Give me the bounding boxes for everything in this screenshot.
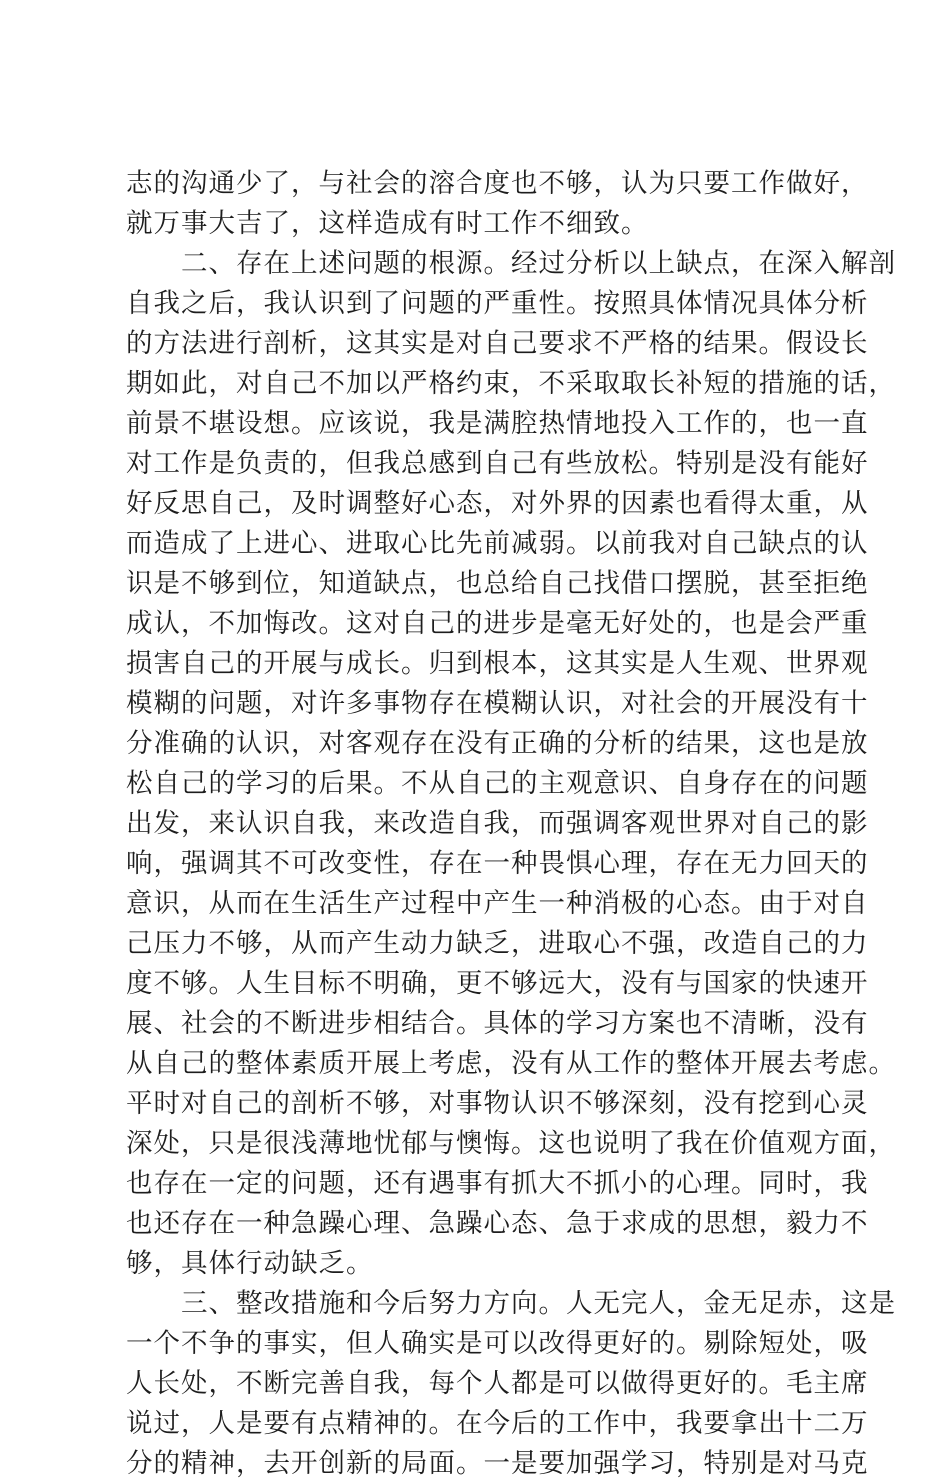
paragraph <box>126 1284 896 1484</box>
text-line: 说过，人是要有点精神的。在今后的工作中，我要拿出十二万 <box>126 1408 869 1439</box>
document-text-body <box>126 164 896 1484</box>
text-line: 志的沟通少了，与社会的溶合度也不够，认为只要工作做好， <box>126 168 869 199</box>
paragraph <box>126 164 869 244</box>
text-line: 三、整改措施和今后努力方向。人无完人，金无足赤，这是 <box>126 1288 896 1319</box>
text-line: 好反思自己，及时调整好心态，对外界的因素也看得太重，从 <box>126 488 869 519</box>
text-line: 模糊的问题，对许多事物存在模糊认识，对社会的开展没有十 <box>126 688 869 719</box>
text-line: 损害自己的开展与成长。归到根本，这其实是人生观、世界观 <box>126 648 869 679</box>
text-line: 深处，只是很浅薄地忧郁与懊悔。这也说明了我在价值观方面， <box>126 1128 896 1159</box>
text-line: 一个不争的事实，但人确实是可以改得更好的。剔除短处，吸 <box>126 1328 869 1359</box>
text-line: 二、存在上述问题的根源。经过分析以上缺点，在深入解剖 <box>126 248 896 279</box>
text-line: 自我之后，我认识到了问题的严重性。按照具体情况具体分析 <box>126 288 869 319</box>
text-line: 也还存在一种急躁心理、急躁心态、急于求成的思想，毅力不 <box>126 1208 869 1239</box>
text-line: 识是不够到位，知道缺点，也总给自己找借口摆脱，甚至拒绝 <box>126 568 869 599</box>
text-line: 也存在一定的问题，还有遇事有抓大不抓小的心理。同时，我 <box>126 1168 869 1199</box>
text-line: 松自己的学习的后果。不从自己的主观意识、自身存在的问题 <box>126 768 869 799</box>
text-line: 人长处，不断完善自我，每个人都是可以做得更好的。毛主席 <box>126 1368 869 1399</box>
paragraph <box>126 244 896 1284</box>
text-line: 对工作是负责的，但我总感到自己有些放松。特别是没有能好 <box>126 448 869 479</box>
text-line: 从自己的整体素质开展上考虑，没有从工作的整体开展去考虑。 <box>126 1048 896 1079</box>
text-line: 而造成了上进心、进取心比先前减弱。以前我对自己缺点的认 <box>126 528 869 559</box>
text-line: 分的精神，去开创新的局面。一是要加强学习，特别是对马克 <box>126 1448 869 1479</box>
text-line: 的方法进行剖析，这其实是对自己要求不严格的结果。假设长 <box>126 328 869 359</box>
text-line: 展、社会的不断进步相结合。具体的学习方案也不清晰，没有 <box>126 1008 869 1039</box>
text-line: 就万事大吉了，这样造成有时工作不细致。 <box>126 208 649 239</box>
text-line: 成认，不加悔改。这对自己的进步是毫无好处的，也是会严重 <box>126 608 869 639</box>
text-line: 前景不堪设想。应该说，我是满腔热情地投入工作的，也一直 <box>126 408 869 439</box>
text-line: 分准确的认识，对客观存在没有正确的分析的结果，这也是放 <box>126 728 869 759</box>
text-line: 期如此，对自己不加以严格约束，不采取取长补短的措施的话， <box>126 368 896 399</box>
text-line: 己压力不够，从而产生动力缺乏，进取心不强，改造自己的力 <box>126 928 869 959</box>
text-line: 响，强调其不可改变性，存在一种畏惧心理，存在无力回天的 <box>126 848 869 879</box>
text-line: 度不够。人生目标不明确，更不够远大，没有与国家的快速开 <box>126 968 869 999</box>
text-line: 够，具体行动缺乏。 <box>126 1248 374 1279</box>
text-line: 意识，从而在生活生产过程中产生一种消极的心态。由于对自 <box>126 888 869 919</box>
text-line: 出发，来认识自我，来改造自我，而强调客观世界对自己的影 <box>126 808 869 839</box>
text-line: 平时对自己的剖析不够，对事物认识不够深刻，没有挖到心灵 <box>126 1088 869 1119</box>
